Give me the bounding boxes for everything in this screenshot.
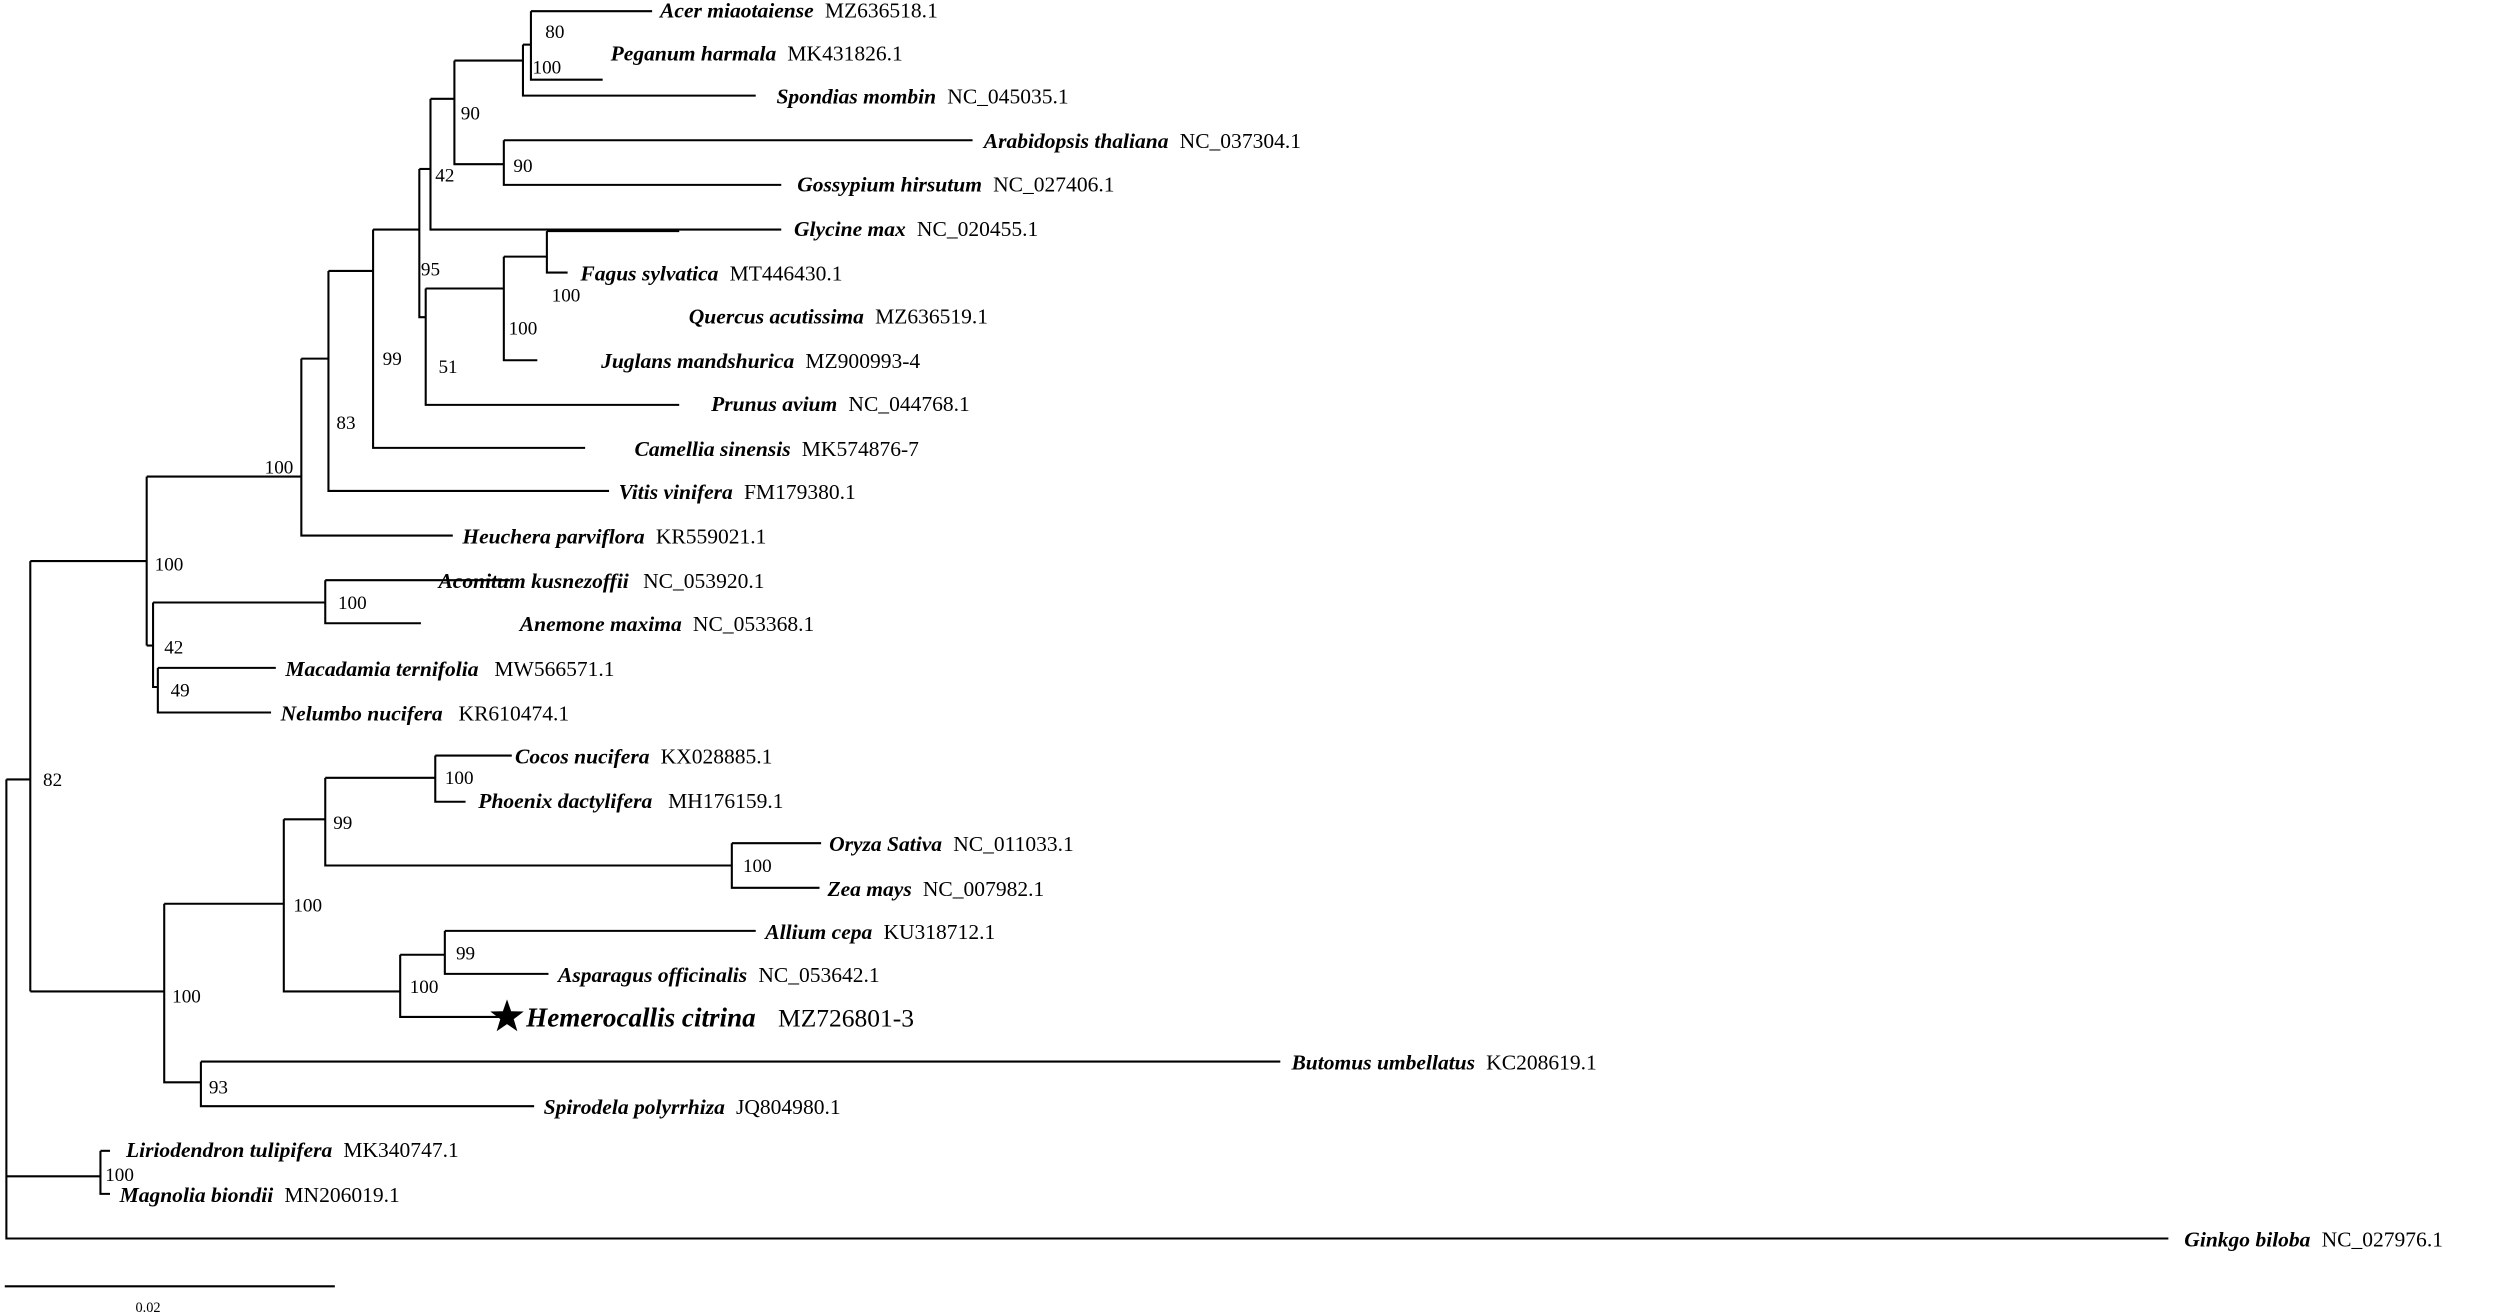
bootstrap-label: 100	[338, 592, 367, 614]
taxon-label: Quercus acutissima MZ636519.1	[688, 304, 989, 329]
bootstrap-label: 100	[444, 768, 474, 790]
taxon-label: Oryza Sativa NC_011033.1	[829, 832, 1074, 857]
taxon-label: Acer miaotaiense MZ636518.1	[660, 0, 938, 23]
bootstrap-label: 49	[170, 680, 190, 702]
taxon-label: Camellia sinensis MK574876-7	[634, 436, 919, 461]
bootstrap-label: 83	[336, 412, 356, 434]
bootstrap-label: 100	[264, 457, 294, 479]
scale-bar-label: 0.02	[135, 1299, 161, 1315]
bootstrap-label: 100	[172, 986, 201, 1008]
taxon-label: Vitis vinifera FM179380.1	[618, 479, 856, 504]
taxon-label: Macadamia ternifolia MW566571.1	[285, 656, 615, 681]
bootstrap-label: 100	[508, 318, 538, 340]
bootstrap-label: 90	[460, 103, 480, 125]
bootstrap-label: 51	[438, 356, 458, 378]
bootstrap-label: 100	[293, 895, 323, 917]
bootstrap-label: 95	[420, 259, 441, 281]
bootstrap-label: 100	[551, 285, 581, 307]
bootstrap-label: 80	[545, 22, 565, 44]
taxon-label: Nelumbo nucifera KR610474.1	[280, 701, 570, 726]
bootstrap-label: 100	[409, 977, 439, 999]
bootstrap-label: 82	[43, 769, 63, 791]
bootstrap-label: 100	[154, 554, 184, 576]
taxon-label: Juglans mandshurica MZ900993-4	[601, 349, 921, 374]
taxon-label: Zea mays NC_007982.1	[827, 876, 1045, 901]
taxon-label: Liriodendron tulipifera MK340747.1	[125, 1138, 459, 1163]
scale-bar	[5, 1286, 335, 1315]
taxon-label: Spondias mombin NC_045035.1	[776, 84, 1069, 109]
taxon-label: Phoenix dactylifera MH176159.1	[478, 789, 784, 814]
taxon-label: Magnolia biondii MN206019.1	[119, 1182, 400, 1207]
taxon-label: Aconitum kusnezoffii NC_053920.1	[438, 569, 765, 594]
taxon-label: Prunus avium NC_044768.1	[711, 392, 970, 417]
taxon-label: Fagus sylvatica MT446430.1	[580, 261, 843, 286]
taxon-label: Asparagus officinalis NC_053642.1	[558, 962, 880, 987]
taxon-label: Anemone maxima NC_053368.1	[519, 612, 815, 637]
bootstrap-label: 42	[164, 637, 184, 659]
star-icon	[490, 999, 523, 1031]
taxon-label: Spirodela polyrrhiza JQ804980.1	[543, 1095, 841, 1120]
taxon-labels	[119, 0, 2443, 1251]
bootstrap-label: 93	[208, 1077, 228, 1099]
bootstrap-label: 100	[532, 57, 562, 79]
taxon-label: Ginkgo biloba NC_027976.1	[2184, 1227, 2443, 1252]
taxon-label: Heuchera parviflora KR559021.1	[462, 524, 767, 549]
taxon-label: Allium cepa KU318712.1	[765, 919, 996, 944]
taxon-label: Cocos nucifera KX028885.1	[514, 744, 773, 769]
bootstrap-label: 100	[105, 1165, 134, 1187]
bootstrap-label: 99	[455, 943, 476, 965]
taxon-label: Gossypium hirsutum NC_027406.1	[797, 172, 1115, 197]
taxon-label: Glycine max NC_020455.1	[794, 216, 1039, 241]
taxon-label-highlight: Hemerocallis citrina MZ726801-3	[526, 1002, 915, 1033]
bootstrap-label: 99	[382, 349, 402, 371]
taxon-label: Arabidopsis thaliana NC_037304.1	[983, 129, 1302, 154]
bootstrap-label: 42	[435, 165, 455, 187]
bootstrap-label: 90	[513, 156, 533, 178]
taxon-label: Peganum harmala MK431826.1	[610, 41, 903, 66]
bootstrap-label: 100	[742, 855, 772, 877]
taxon-label: Butomus umbellatus KC208619.1	[1291, 1050, 1597, 1075]
bootstrap-label: 99	[333, 812, 353, 834]
